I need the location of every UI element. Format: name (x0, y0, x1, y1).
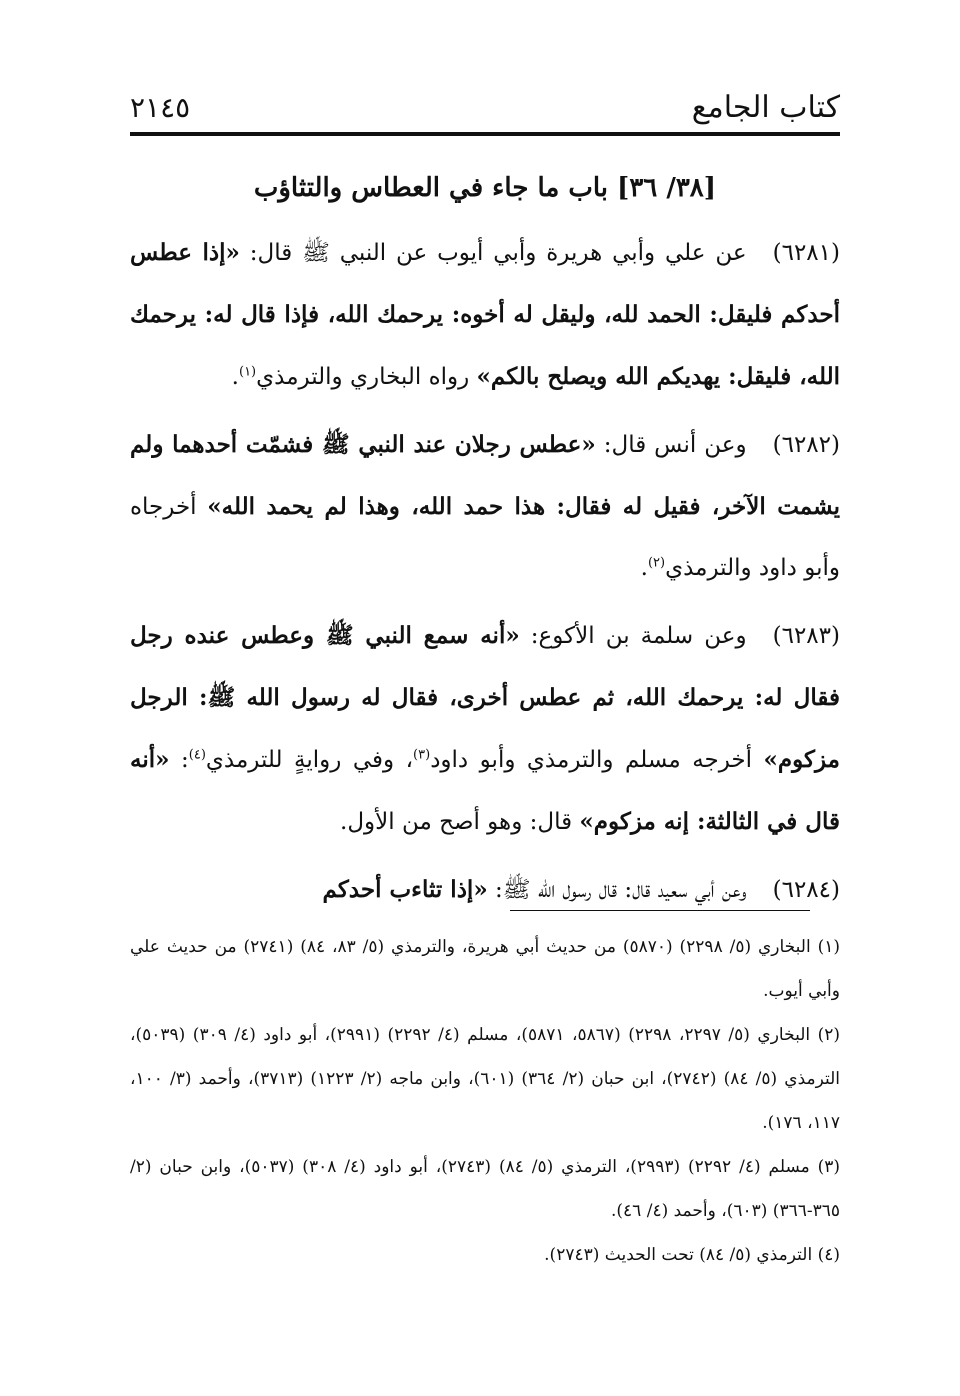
hadith-6281 (130, 222, 840, 408)
hadith-6282 (130, 414, 840, 599)
footnote-ref: (٢) (647, 555, 666, 571)
footnote-ref: (١) (238, 364, 257, 380)
hadith-number: (٦٢٨٤) (772, 877, 840, 903)
hadith-source: أخرجاه وأبو داود والترمذي (130, 494, 840, 581)
hadith-number: (٦٢٨٢) (772, 432, 840, 458)
hadith-intro: وعن سلمة بن الأكوع: (519, 623, 747, 649)
footnote-ref: (٤) (188, 747, 206, 763)
hadith-text: «إذا تثاءب أحدكم (322, 876, 488, 903)
hadith-number: (٦٢٨١) (772, 240, 840, 266)
hadith-end: . (640, 555, 648, 581)
hadith-intro: عن علي وأبي هريرة وأبي أيوب عن النبي ﷺ قال: (239, 240, 747, 266)
footnote-ref: (٣) (413, 747, 431, 763)
footnote-rule (510, 910, 810, 911)
hadith-source: رواه البخاري والترمذي (256, 364, 477, 390)
hadith-end: قال: وهو أصح من الأول. (340, 809, 580, 835)
footnotes (130, 910, 840, 1277)
hadith-separator: : (169, 747, 189, 773)
hadith-text: «أنه سمع النبي ﷺ وعطس عنده رجل فقال له: يرحمك الله، ثم عطس أخرى، فقال له رسول الله ﷺ: الرجل مزكوم» (130, 622, 840, 773)
running-head-book-title: كتاب الجامع (691, 90, 840, 125)
book-page (130, 88, 841, 1265)
hadith-text-2: «أنه قال في الثالثة: إنه مزكوم» (130, 746, 840, 835)
hadith-source-2: ، وفي روايةٍ للترمذي (205, 747, 414, 773)
hadith-end: . (231, 364, 239, 390)
chapter-title: [٣٨/ ٣٦] باب ما جاء في العطاس والتثاؤب (253, 173, 717, 203)
footnote-3: (٣) مسلم (٤/ ٢٢٩٢) (٢٩٩٣)، الترمذي (٥/ ٨٤) (٢٧٤٣)، أبو داود (٤/ ٣٠٨) (٥٠٣٧)، وابن حبان (٢/ ٣٦٥-٣٦٦) (٦٠٣)، وأحمد (٤/ ٤٦). (130, 1157, 841, 1221)
hadith-number: (٦٢٨٣) (772, 623, 840, 649)
hadith-6283 (130, 605, 840, 853)
footnote-2: (٢) البخاري (٥/ ٢٢٩٧، ٢٢٩٨) (٥٨٦٧، ٥٨٧١)، مسلم (٤/ ٢٢٩٢) (٢٩٩١)، أبو داود (٤/ ٣٠٩) (٥٠٣٩)، الترمذي (٥/ ٨٤) (٢٧٤٢)، ابن حبان (٢/ ٣٦٤) (٦٠١)، وابن ماجه (٢/ ١٢٢٣) (٣٧١٣)، وأحمد (٣/ ١٠٠، ١١٧، ١٧٦). (130, 1025, 841, 1133)
hadith-text: «إذا عطس أحدكم فليقل: الحمد لله، وليقل له أخوه: يرحمك الله، فإذا قال له: يرحمك الله، فليقل: يهديكم الله ويصلح بالكم» (130, 239, 840, 390)
footnote-1: (١) البخاري (٥/ ٢٢٩٨) (٥٨٧٠) من حديث أبي هريرة، والترمذي (٥/ ٨٣، ٨٤) (٢٧٤١) من حديث علي وأبي أيوب. (130, 937, 840, 1001)
hadith-source: أخرجه مسلم والترمذي وأبو داود (430, 747, 764, 773)
hadith-intro: وعن أنس قال: (595, 432, 747, 458)
hadith-intro: وعن أبي سعيد قال: قال رسول الله ﷺ: (487, 877, 747, 903)
page-header (130, 88, 840, 134)
hadith-text: «عطس رجلان عند النبي ﷺ فشمّت أحدهما ولم يشمت الآخر، فقيل له فقال: هذا حمد الله، وهذا لم يحمد الله» (130, 431, 840, 520)
footnote-4: (٤) الترمذي (٥/ ٨٤) تحت الحديث (٢٧٤٣). (544, 1245, 840, 1265)
page-number: ٢١٤٥ (130, 91, 191, 124)
header-rule (130, 132, 840, 136)
